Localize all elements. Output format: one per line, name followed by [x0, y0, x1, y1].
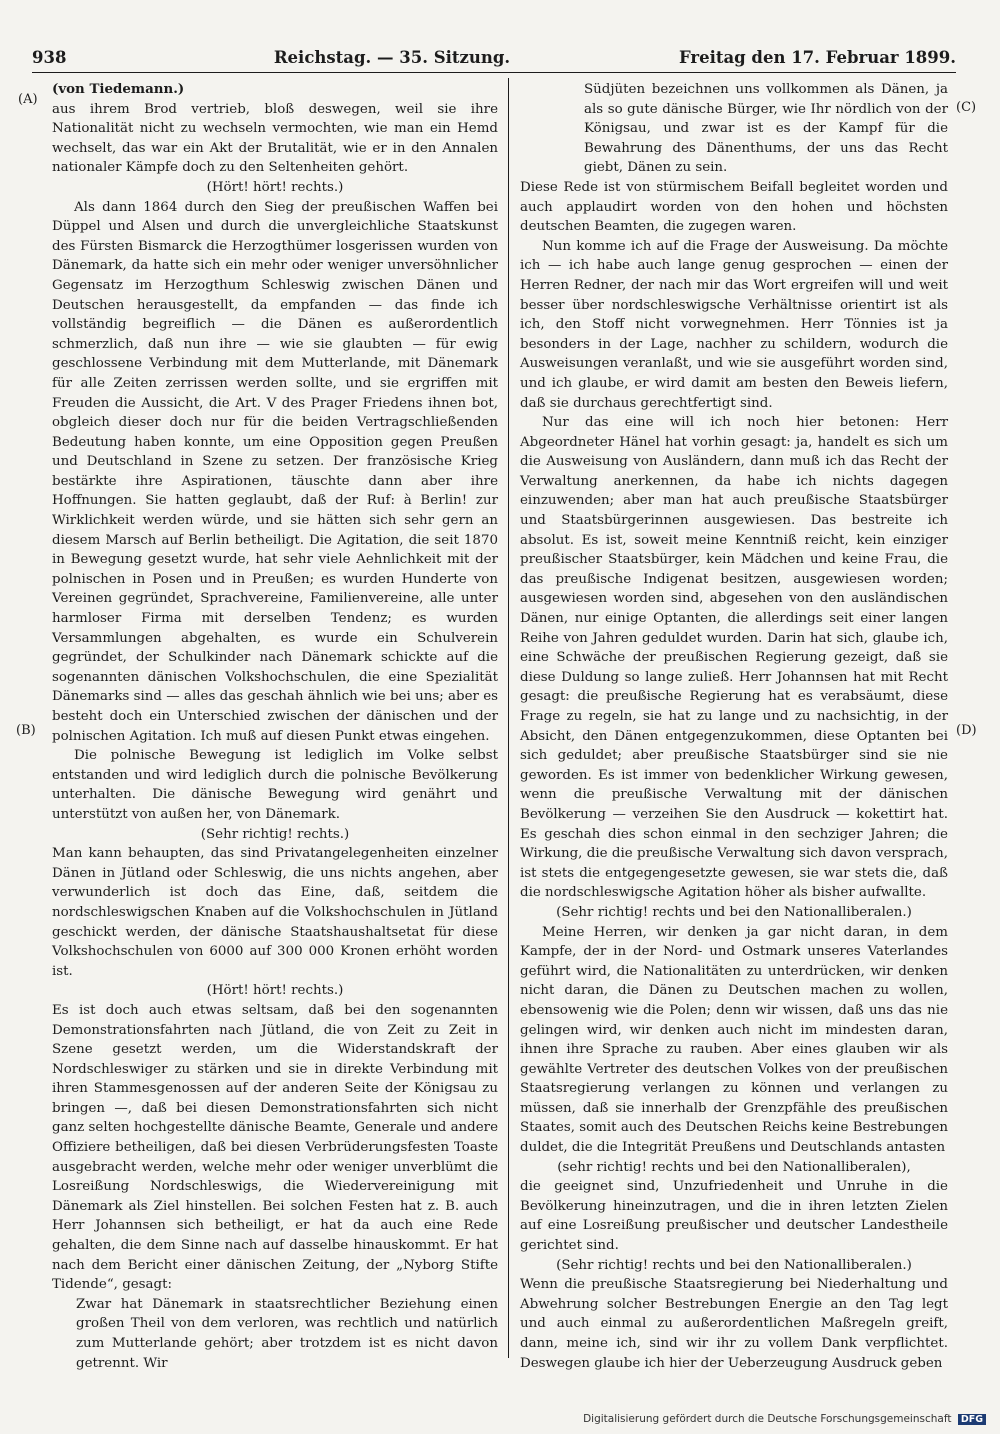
interjection: (Sehr richtig! rechts und bei den Nationalliberalen.)	[556, 904, 912, 920]
left-column	[52, 80, 498, 1373]
margin-marker-a: (A)	[18, 92, 38, 107]
header-rule	[32, 72, 956, 73]
speaker-label: (von Tiedemann.)	[52, 81, 185, 97]
paragraph: Nun komme ich auf die Frage der Ausweisung. Da möchte ich — ich habe auch lange genug gesprochen — einen der Herren Redner, der nach mir das Wort ergreifen will und weit besser über nordschleswigsche Verhältnisse orientirt ist als ich, den Stoff nicht vorwegnehmen. Herr Tönnies ist ja besonders in der Lage, nachher zu schildern, wodurch die Ausweisungen veranlaßt, und wie sie ausgeführt worden sind, und ich glaube, er wird damit am besten den Beweis liefern, daß sie durchaus gerechtfertigt sind.	[520, 238, 948, 411]
page-number: 938	[32, 48, 67, 67]
paragraph: Nur das eine will ich noch hier betonen: Herr Abgeordneter Hänel hat vorhin gesagt: ja, handelt es sich um die Ausweisung von Ausländern, dann muß ich das Recht der Verwaltung anerkennen, da habe ich nichts dagegen einzuwenden; aber man hat auch preußische Staatsbürger und Staatsbürgerinnen ausgewiesen. Das bestreite ich absolut. Es ist, soweit meine Kenntniß reicht, kein einziger preußischer Staatsbürger, kein Mädchen und keine Frau, die das preußische Indigenat besitzen, ausgewiesen worden; ausgewiesen worden sind, abgesehen von den ausländischen Dänen, nur einige Optanten, die allerdings seit einer langen Reihe von Jahren geduldet wurden. Darin hat sich, glaube ich, eine Schwäche der preußischen Regierung gezeigt, daß sie diese Duldung so lange zuließ. Herr Johannsen hat mit Recht gesagt: die preußische Regierung hat es verabsäumt, diese Frage zu regeln, sie hat zu lange und zu nachsichtig, in der Absicht, den Dänen entgegenzukommen, diese Optanten bei sich geduldet; aber preußische Staatsbürger sind sie nie geworden. Es ist immer von bedenklicher Wirkung gewesen, wenn die preußische Verwaltung mit der dänischen Bevölkerung — verzeihen Sie den Ausdruck — kokettirt hat. Es geschah dies schon einmal in den sechziger Jahren; die Wirkung, die die preußische Verwaltung sich davon versprach, ist stets die entgegengesetzte gewesen, sie war stets die, daß die nordschleswigsche Agitation höher als bisher aufwallte.	[520, 415, 948, 901]
digitization-credit	[583, 1413, 986, 1425]
paragraph: Man kann behaupten, das sind Privatangelegenheiten einzelner Dänen in Jütland oder Schleswig, die uns nichts angehen, aber verwunderlich ist doch das Eine, daß, seitdem die nordschleswigschen Knaben auf die Volkshochschulen in Jütland geschickt werden, der dänische Staatshaushaltsetat für diese Volkshochschulen von 6000 auf 300 000 Kronen erhöht worden ist.	[52, 846, 498, 979]
quotation: Zwar hat Dänemark in staatsrechtlicher Beziehung einen großen Theil von dem verloren, was rechtlich und natürlich zum Mutterlande gehört; aber trotzdem ist es nicht davon getrennt. Wir	[76, 1296, 498, 1371]
right-column	[520, 80, 948, 1373]
interjection: (sehr richtig! rechts und bei den Nationalliberalen),	[557, 1159, 911, 1175]
interjection: (Sehr richtig! rechts und bei den Nationalliberalen.)	[556, 1257, 912, 1273]
paragraph: Als dann 1864 durch den Sieg der preußischen Waffen bei Düppel und Alsen und durch die unvergleichliche Staatskunst des Fürsten Bismarck die Herzogthümer losgerissen wurden von Dänemark, da hatte sich ein mehr oder weniger unversöhnlicher Gegensatz im Herzogthum Schleswig zwischen Dänen und Deutschen herausgestellt, da empfanden — das finde ich vollständig begreiflich — die Dänen es außerordentlich schmerzlich, daß nun ihre — wie sie glaubten — für ewig geschlossene Verbindung mit dem Mutterlande, mit Dänemark für alle Zeiten zerrissen werden sollte, und sie ergriffen mit Freuden die Aussicht, die Art. V des Prager Friedens ihnen bot, obgleich dieser doch nur für die beiden Vertragschließenden Bedeutung haben konnte, um eine Opposition gegen Preußen und Deutschland in Szene zu setzen. Der französische Krieg bestärkte ihre Aspirationen, täuschte dann aber ihre Hoffnungen. Sie hatten geglaubt, daß der Ruf: à Berlin! zur Wirklichkeit werden würde, und sie hätten sich sehr gern an diesem Marsch auf Berlin betheiligt. Die Agitation, die seit 1870 in Bewegung gesetzt wurde, hat sehr viele Aehnlichkeit mit der polnischen in Posen und in Preußen; es wurden Hunderte von Vereinen gegründet, Sprachvereine, Familienvereine, alle unter harmloser Firma mit derselben Tendenz; es wurden Versammlungen abgehalten, es wurde ein Schulverein gegründet, der Schulkinder nach Dänemark schickte auf die sogenannten dänischen Volkshochschulen, die eine Spezialität Dänemarks sind — alles das geschah ähnlich wie bei uns; aber es besteht doch ein Unterschied zwischen der dänischen und der polnischen Agitation. Ich muß auf diesen Punkt etwas eingehen.	[52, 199, 498, 744]
paragraph: aus ihrem Brod vertrieb, bloß deswegen, weil sie ihre Nationalität nicht zu wechseln vermochten, wie man ein Hemd wechselt, das war ein Akt der Brutalität, wie er in den Annalen nationaler Kämpfe doch zu den Seltenheiten gehört.	[52, 101, 498, 176]
paragraph: Die polnische Bewegung ist lediglich im Volke selbst entstanden und wird lediglich durch die polnische Bevölkerung unterhalten. Die dänische Bewegung wird genährt und unterstützt von außen her, von Dänemark.	[52, 748, 498, 822]
quotation-continued: Südjüten bezeichnen uns vollkommen als Dänen, ja als so gute dänische Bürger, wie Ihr nördlich von der Königsau, und zwar ist es der Kampf für die Bewahrung des Dänenthums, der uns das Recht giebt, Dänen zu sein.	[584, 82, 948, 176]
interjection: (Sehr richtig! rechts.)	[200, 826, 350, 842]
interjection: (Hört! hört! rechts.)	[206, 983, 344, 999]
margin-marker-b: (B)	[16, 723, 36, 738]
session-date: Freitag den 17. Februar 1899.	[678, 48, 956, 67]
page-header	[32, 48, 956, 72]
session-title: Reichstag. — 35. Sitzung.	[273, 48, 511, 67]
paragraph: Diese Rede ist von stürmischem Beifall begleitet worden und auch applaudirt worden von den hohen und höchsten deutschen Beamten, die zugegen waren.	[520, 179, 948, 235]
paragraph: Wenn die preußische Staatsregierung bei Niederhaltung und Abwehrung solcher Bestrebungen Energie an den Tag legt und auch einmal zu außerordentlichen Maßregeln greift, dann, meine ich, sind wir ihr zu vollem Dank verpflichtet. Deswegen glaube ich hier der Ueberzeugung Ausdruck geben	[520, 1277, 948, 1371]
margin-marker-d: (D)	[956, 723, 977, 738]
paragraph: die geeignet sind, Unzufriedenheit und Unruhe in die Bevölkerung hineinzutragen, und die in ihren letzten Zielen auf eine Losreißung preußischer und deutscher Landestheile gerichtet sind.	[520, 1179, 948, 1254]
credit-text: Digitalisierung gefördert durch die Deutsche Forschungsgemeinschaft	[583, 1413, 952, 1425]
paragraph: Meine Herren, wir denken ja gar nicht daran, in dem Kampfe, der in der Nord- und Ostmark unseres Vaterlandes geführt wird, die Nationalitäten zu unterdrücken, wir denken nicht daran, die Dänen zu Deutschen machen zu wollen, ebensowenig wie die Polen; denn wir wissen, daß uns das nie gelingen wird, wir denken auch nicht im mindesten daran, ihnen ihre Sprache zu rauben. Aber eines glauben wir als gewählte Vertreter des deutschen Volkes von der preußischen Staatsregierung verlangen zu können und verlangen zu müssen, daß sie innerhalb der Grenzpfähle des preußischen Staates, somit auch des Deutschen Reichs keine Bestrebungen duldet, die die Integrität Preußens und Deutschlands antasten	[520, 924, 948, 1156]
margin-marker-c: (C)	[956, 100, 977, 115]
dfg-logo: DFG	[958, 1414, 986, 1425]
interjection: (Hört! hört! rechts.)	[206, 179, 344, 195]
paragraph: Es ist doch auch etwas seltsam, daß bei den sogenannten Demonstrationsfahrten nach Jütland, die von Zeit zu Zeit in Szene gesetzt werden, um die Widerstandskraft der Nordschleswiger zu stärken und sie in direkte Verbindung mit ihren Stammesgenossen auf der anderen Seite der Königsau zu bringen —, daß bei diesen Demonstrationsfahrten sich nicht ganz selten hochgestellte dänische Beamte, Generale und andere Offiziere betheiligen, daß bei diesen Verbrüderungsfesten Toaste ausgebracht werden, welche mehr oder weniger unverblümt die Losreißung Nordschleswigs, die Wiedervereinigung mit Dänemark als Ziel hinstellen. Bei solchen Festen hat z. B. auch Herr Johannsen sich betheiligt, er hat da auch eine Rede gehalten, die dem Sinne nach auf dasselbe hinauskommt. Er hat nach dem Bericht einer dänischen Zeitung, der „Nyborg Stifte Tidende“, gesagt:	[52, 1002, 498, 1293]
column-divider	[508, 78, 509, 1358]
